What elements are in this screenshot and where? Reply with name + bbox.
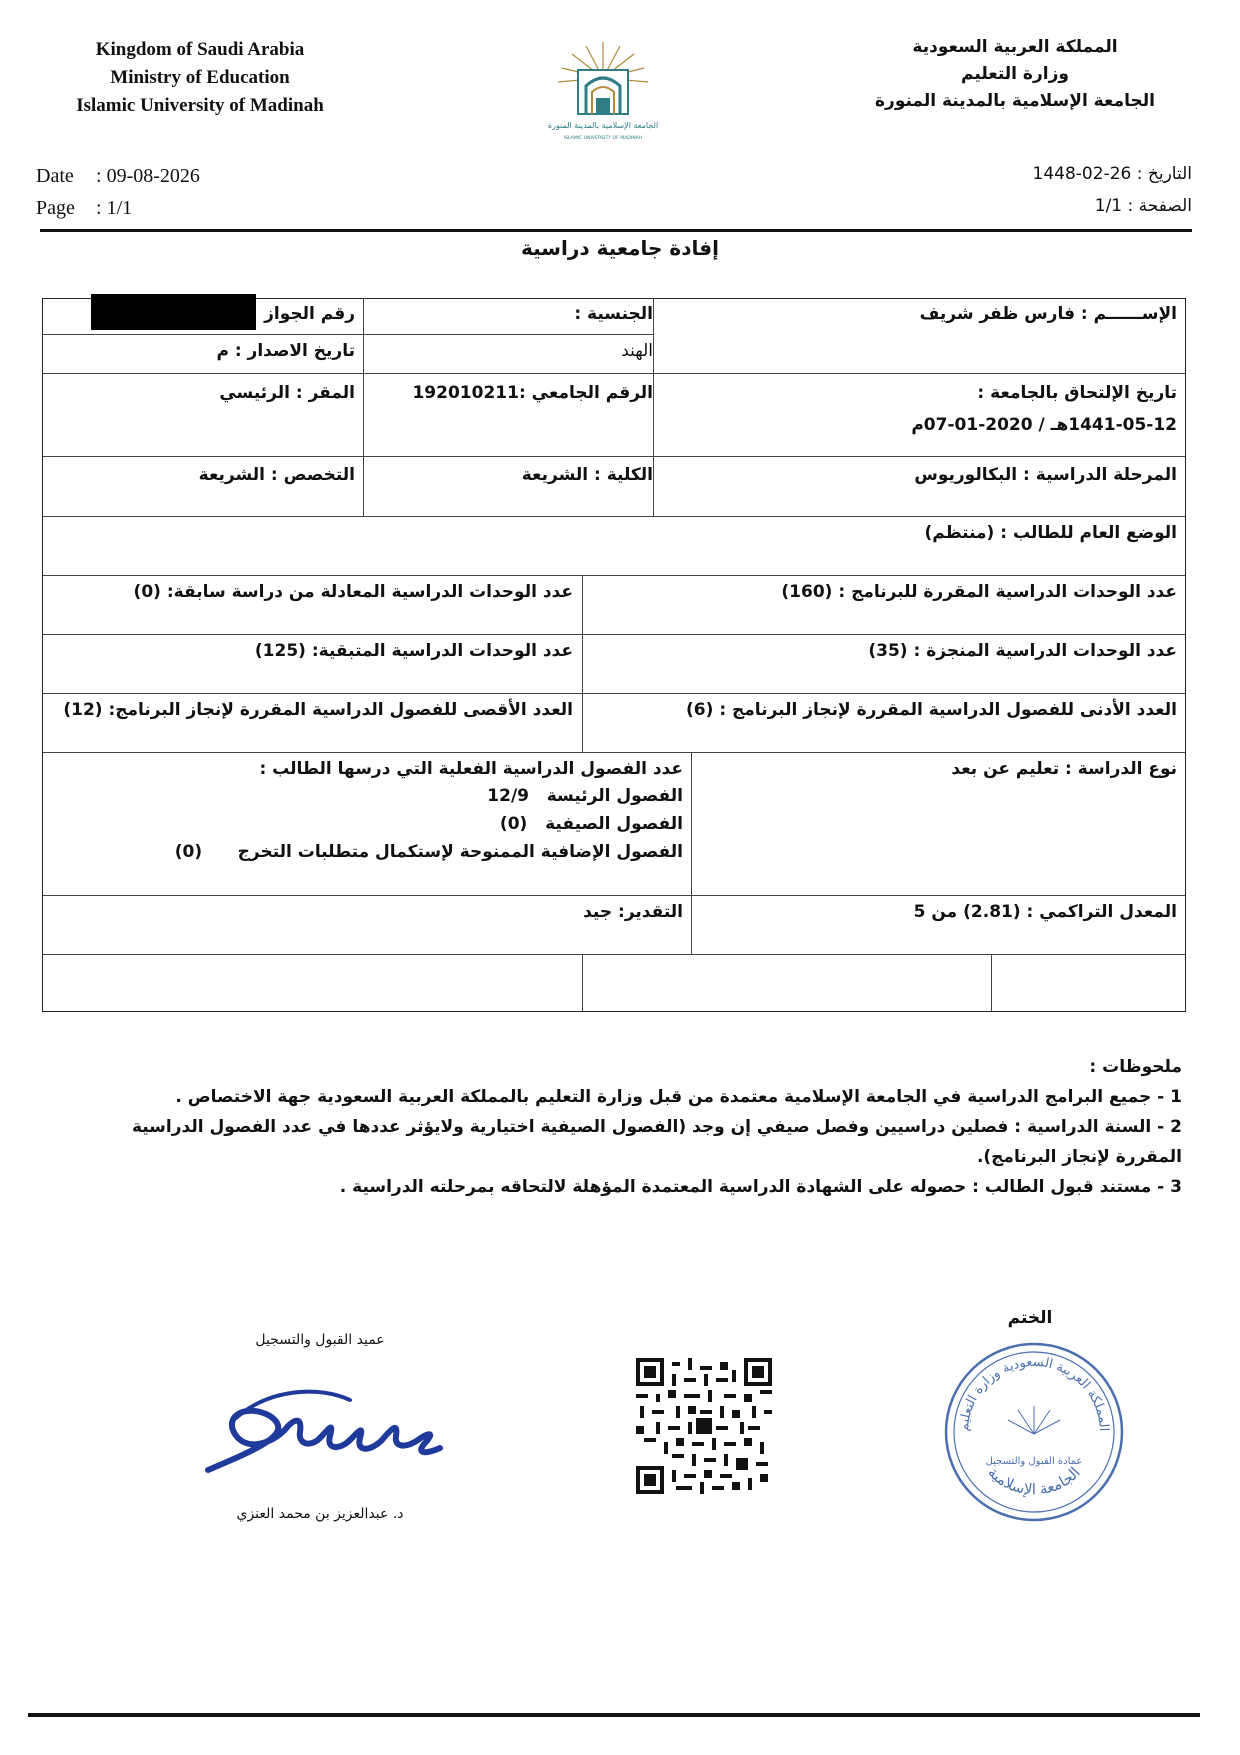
main-semesters-label: الفصول الرئيسة — [546, 786, 683, 806]
logo-caption-ar: الجامعة الإسلامية بالمدينة المنورة — [548, 121, 658, 130]
seal-inner-text: عمادة القبول والتسجيل — [985, 1456, 1083, 1467]
info-table — [42, 298, 1186, 1012]
notes-title: ملحوظات : — [1089, 1057, 1182, 1077]
row-divider — [43, 456, 1185, 457]
header-ministry-en: Ministry of Education — [110, 67, 290, 88]
header-university-ar: الجامعة الإسلامية بالمدينة المنورة — [875, 91, 1155, 111]
header-english — [40, 36, 360, 120]
gpa: المعدل التراكمي : (2.81) من 5 — [913, 902, 1177, 922]
col-divider — [691, 752, 692, 954]
redacted-passport-number — [91, 294, 256, 330]
header-university-en: Islamic University of Madinah — [76, 95, 324, 116]
min-semesters: العدد الأدنى للفصول الدراسية المقررة لإنجاز البرنامج : (6) — [686, 700, 1177, 720]
header-arabic — [845, 34, 1185, 115]
row-divider — [43, 954, 1185, 955]
date-value: 09-08-2026 — [106, 165, 200, 187]
row-divider — [43, 693, 1185, 694]
note-1: 1 - جميع البرامج الدراسية في الجامعة الإسلامية معتمدة من قبل وزارة التعليم بالمملكة العربية السعودية جهة الاختصاص . — [175, 1087, 1182, 1107]
note-2: 2 - السنة الدراسية : فصلين دراسيين وفصل صيفي إن وجد (الفصول الصيفية اختيارية ولايؤثر عددها في عدد الفصول الدراسية — [131, 1117, 1182, 1137]
major: التخصص : الشريعة — [198, 465, 355, 485]
required-units: عدد الوحدات الدراسية المقررة للبرنامج : (160) — [781, 582, 1177, 602]
seal-bottom-text: الجامعة الإسلامية — [984, 1463, 1084, 1499]
student-name: الإســــــم : فارس ظفر شريف — [919, 304, 1177, 324]
col-divider — [653, 299, 654, 516]
header-rule — [40, 229, 1192, 232]
logo-caption-en: ISLAMIC UNIVERSITY OF MADINAH — [563, 136, 643, 141]
col-divider — [582, 954, 583, 1011]
passport-cell — [43, 304, 355, 334]
date-ar: التاريخ : 26-02-1448 — [1032, 164, 1192, 184]
summer-semesters-label: الفصول الصيفية — [545, 814, 683, 834]
row-divider — [43, 752, 1185, 753]
nationality-value: الهند — [621, 341, 653, 361]
signatory-name: د. عبدالعزيز بن محمد العنزي — [236, 1506, 404, 1522]
qr-code — [636, 1358, 772, 1494]
date-label: Date — [36, 165, 74, 187]
summer-semesters-value: (0) — [499, 814, 528, 834]
notes-section — [52, 1052, 1182, 1202]
summer-semesters — [43, 814, 683, 834]
page-ar: الصفحة : 1/1 — [1094, 196, 1192, 216]
seal-ring-text: المملكة العربية السعودية وزارة التعليم — [956, 1354, 1112, 1432]
college: الكلية : الشريعة — [521, 465, 653, 485]
official-seal — [938, 1336, 1130, 1528]
note-3: 3 - مستند قبول الطالب : حصوله على الشهادة الدراسية المعتمدة المؤهلة لالتحاقه بمرحلته الدراسية . — [339, 1177, 1182, 1197]
seal-label: الختم — [1007, 1308, 1053, 1328]
student-status: الوضع العام للطالب : (منتظم) — [924, 523, 1177, 543]
header-country-en: Kingdom of Saudi Arabia — [95, 39, 305, 60]
meta-english: Date : 09-08-2026 Page : 1/1 — [36, 160, 200, 224]
study-stage: المرحلة الدراسية : البكالوريوس — [914, 465, 1177, 485]
university-id: الرقم الجامعي :192010211 — [412, 383, 653, 403]
row-divider — [43, 516, 1185, 517]
page-value: 1/1 — [106, 197, 133, 219]
row-divider — [43, 895, 1185, 896]
footer-rule — [28, 1713, 1200, 1717]
main-semesters — [43, 786, 683, 806]
col-divider — [582, 575, 583, 752]
remaining-units: عدد الوحدات الدراسية المتبقية: (125) — [254, 641, 573, 661]
page-label: Page — [36, 197, 75, 219]
document-title: إفادة جامعية دراسية — [521, 236, 719, 260]
university-logo — [548, 40, 658, 145]
row-divider — [43, 334, 365, 335]
row-divider — [43, 373, 1185, 374]
equivalent-units: عدد الوحدات الدراسية المعادلة من دراسة سابقة: (0) — [133, 582, 573, 602]
row-divider — [43, 575, 1185, 576]
study-type: نوع الدراسة : تعليم عن بعد — [951, 759, 1177, 779]
header-country-ar: المملكة العربية السعودية — [912, 37, 1118, 57]
issue-date: تاريخ الاصدار : م — [216, 341, 355, 361]
main-semesters-value: 12/9 — [487, 786, 529, 806]
actual-semesters-label: عدد الفصول الدراسية الفعلية التي درسها الطالب : — [259, 759, 683, 779]
header-ministry-ar: وزارة التعليم — [961, 64, 1069, 84]
completed-units: عدد الوحدات الدراسية المنجزة : (35) — [868, 641, 1177, 661]
extra-semesters-label: الفصول الإضافية الممنوحة لإستكمال متطلبات التخرج — [237, 842, 683, 862]
signature-title: عميد القبول والتسجيل — [255, 1332, 385, 1348]
enrollment-value: 1441-05-12هـ / 2020-01-07م — [911, 415, 1177, 435]
col-divider — [991, 954, 992, 1011]
max-semesters: العدد الأقصى للفصول الدراسية المقررة لإنجاز البرنامج: (12) — [63, 700, 573, 720]
enrollment-label: تاريخ الإلتحاق بالجامعة : — [977, 383, 1177, 403]
col-divider — [363, 299, 364, 516]
grade: التقدير: جيد — [583, 902, 683, 922]
row-divider — [43, 634, 1185, 635]
row-divider — [363, 334, 653, 335]
extra-semesters — [43, 842, 683, 862]
nationality-label: الجنسية : — [574, 304, 653, 324]
passport-label: رقم الجواز — [264, 304, 355, 324]
campus: المقر : الرئيسي — [219, 383, 355, 403]
handwritten-signature — [200, 1378, 460, 1488]
meta-arabic — [1033, 158, 1193, 222]
note-2-continued: المقررة لإنجاز البرنامج). — [976, 1147, 1182, 1167]
extra-semesters-value: (0) — [174, 842, 203, 862]
